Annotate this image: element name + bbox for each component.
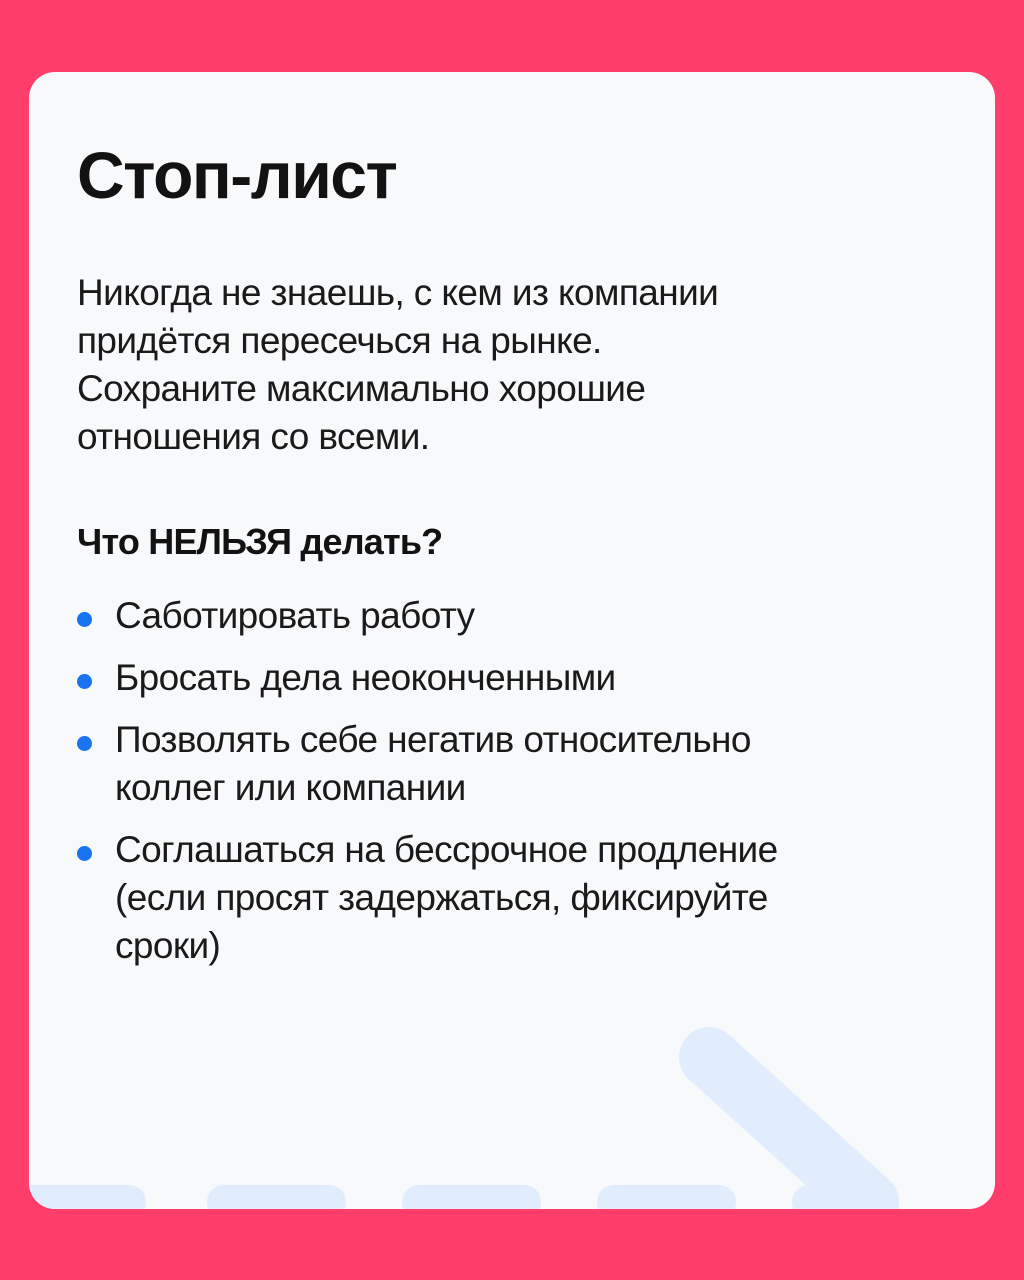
bullet-line: Позволять себе негатив относительно: [115, 719, 751, 760]
page-title: Стоп-лист: [77, 138, 397, 212]
intro-line: Никогда не знаешь, с кем из компании: [77, 272, 719, 313]
bullet-dot-icon: [77, 674, 92, 689]
section-heading: Что НЕЛЬЗЯ делать?: [77, 521, 443, 562]
bullet-item: [77, 716, 937, 812]
bullet-dot-icon: [77, 846, 92, 861]
bullet-line: Саботировать работу: [115, 595, 475, 636]
bullet-line: (если просят задержаться, фиксируйте: [115, 877, 768, 918]
bullet-item: [77, 826, 937, 970]
bullet-line: Соглашаться на бессрочное продление: [115, 829, 778, 870]
bullet-line: Бросать дела неоконченными: [115, 657, 616, 698]
intro-line: Сохраните максимально хорошие: [77, 368, 646, 409]
bullet-list: [77, 592, 937, 984]
intro-line: отношения со всеми.: [77, 416, 430, 457]
bullet-dot-icon: [77, 612, 92, 627]
intro-text: [77, 269, 877, 461]
content-card: [29, 72, 995, 1209]
bullet-item: [77, 592, 937, 640]
bullet-dot-icon: [77, 736, 92, 751]
bullet-line: коллег или компании: [115, 767, 466, 808]
intro-line: придётся пересечься на рынке.: [77, 320, 602, 361]
bullet-item: [77, 654, 937, 702]
bullet-line: сроки): [115, 925, 221, 966]
